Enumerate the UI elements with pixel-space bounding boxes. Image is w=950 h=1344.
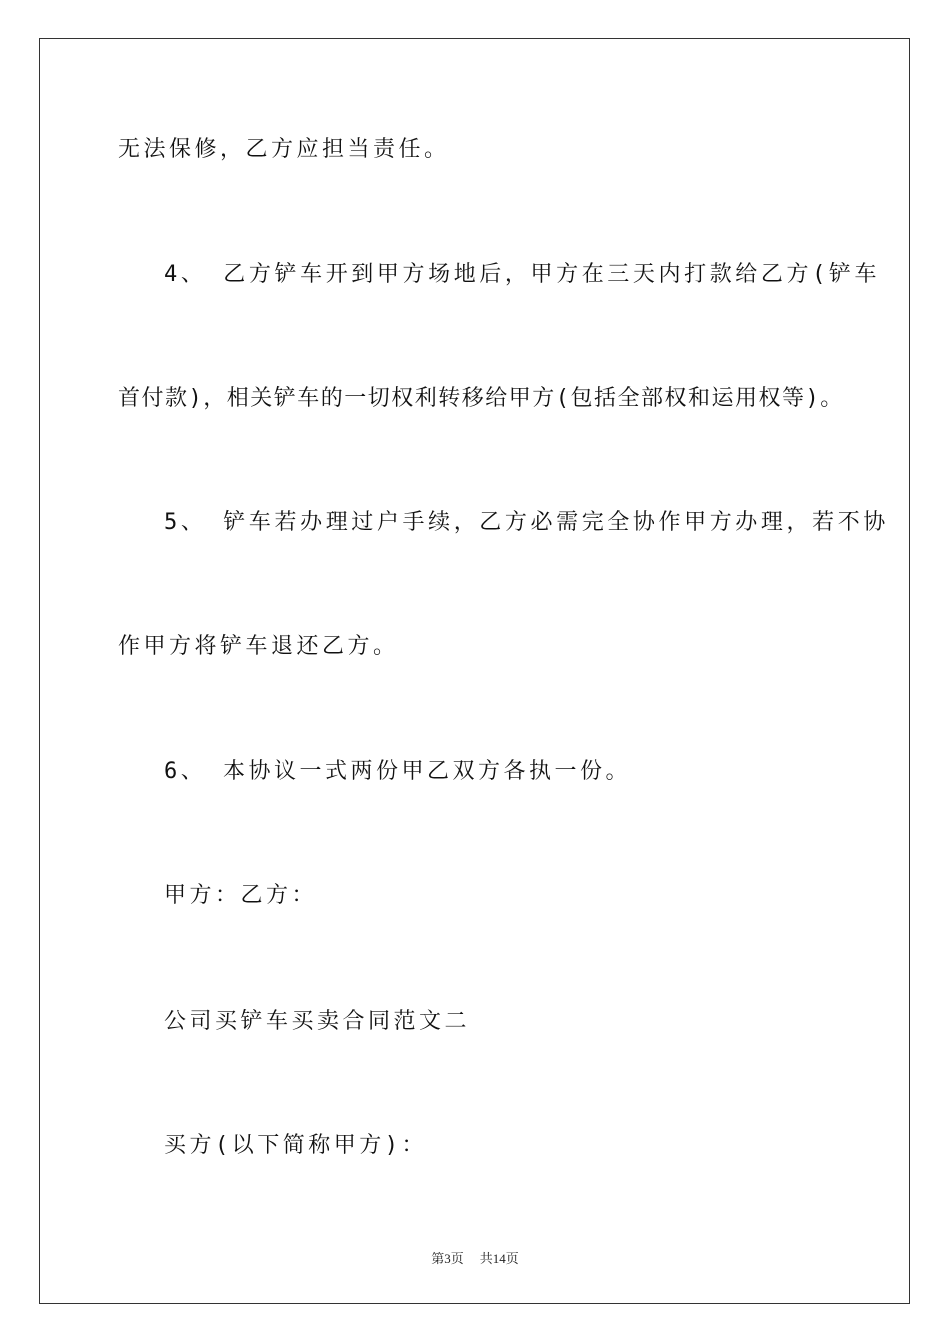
page-frame bbox=[39, 38, 910, 1304]
clause-5-line-2: 作甲方将铲车退还乙方。 bbox=[118, 634, 399, 659]
page-footer bbox=[0, 1248, 950, 1267]
clause-5-line-1: 5、 铲车若办理过户手续，乙方必需完全协作甲方办理，若不协 bbox=[164, 510, 889, 535]
clause-4-line-1: 4、 乙方铲车开到甲方场地后，甲方在三天内打款给乙方(铲车 bbox=[164, 262, 881, 287]
clause-6: 6、 本协议一式两份甲乙双方各执一份。 bbox=[164, 759, 631, 784]
buyer-line: 买方(以下简称甲方)： bbox=[164, 1133, 427, 1158]
signature-line: 甲方：乙方： bbox=[164, 883, 318, 908]
clause-4-line-2: 首付款)，相关铲车的一切权利转移给甲方(包括全部权和运用权等)。 bbox=[118, 386, 844, 411]
page-total: 共14页 bbox=[479, 1251, 519, 1266]
section-title: 公司买铲车买卖合同范文二 bbox=[164, 1009, 471, 1034]
paragraph-line-1: 无法保修，乙方应担当责任。 bbox=[118, 137, 450, 162]
page-current: 第3页 bbox=[431, 1251, 464, 1266]
